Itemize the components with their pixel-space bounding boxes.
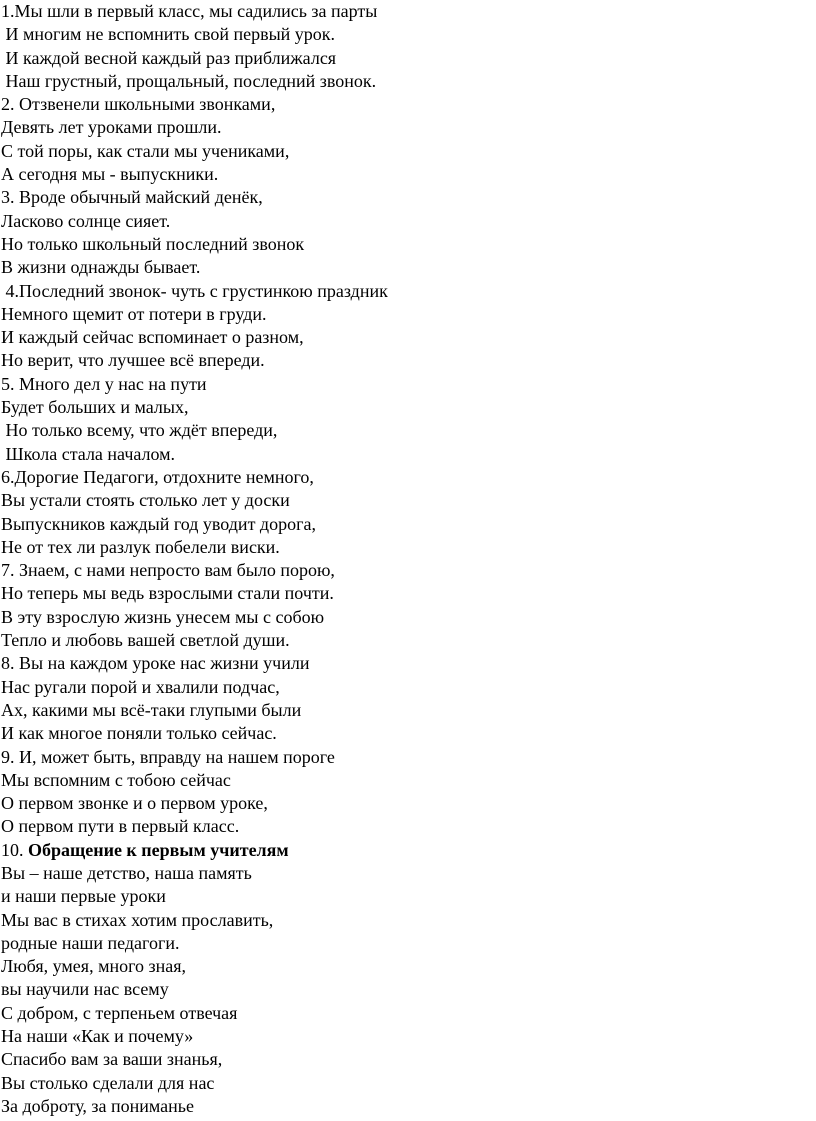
text-line: 6.Дорогие Педагоги, отдохните немного, [1, 466, 314, 487]
section-10-number: 10. [1, 839, 24, 860]
text-line: С той поры, как стали мы учениками, [1, 140, 290, 161]
text-line: Ах, какими мы всё-таки глупыми были [1, 699, 302, 720]
text-line: и наши первые уроки [1, 886, 166, 907]
text-line: Но теперь мы ведь взрослыми стали почти. [1, 583, 334, 604]
text-line: родные наши педагоги. [1, 932, 180, 953]
text-line: В жизни однажды бывает. [1, 257, 201, 278]
text-line: 3. Вроде обычный майский денёк, [1, 187, 263, 208]
text-line: В эту взрослую жизнь унесем мы с собою [1, 606, 325, 627]
text-line: Немного щемит от потери в груди. [1, 303, 267, 324]
text-line: Но верит, что лучшее всё впереди. [1, 350, 265, 371]
text-line: Вы устали стоять столько лет у доски [1, 490, 290, 511]
text-line: О первом звонке и о первом уроке, [1, 793, 268, 814]
text-line: Наш грустный, прощальный, последний звонок. [1, 70, 377, 91]
text-line: 7. Знаем, с нами непросто вам было порою, [1, 560, 335, 581]
text-line: Тепло и любовь вашей светлой души. [1, 630, 290, 651]
text-line: 5. Много дел у нас на пути [1, 373, 207, 394]
text-line: С добром, с терпеньем отвечая [1, 1002, 238, 1023]
text-line: 4.Последний звонок- чуть с грустинкою праздник [1, 280, 388, 301]
text-line: О первом пути в первый класс. [1, 816, 240, 837]
text-line: Вы – наше детство, наша память [1, 862, 252, 883]
text-line: Спасибо вам за ваши знанья, [1, 1049, 223, 1070]
section-10-heading: Обращение к первым учителям [28, 839, 289, 860]
text-line: вы научили нас всему [1, 979, 169, 1000]
text-line: За доброту, за пониманье [1, 1095, 194, 1116]
text-line: Но только школьный последний звонок [1, 233, 305, 254]
text-line: Мы вас в стихах хотим прославить, [1, 909, 274, 930]
text-line: Вы столько сделали для нас [1, 1072, 215, 1093]
text-line: Нас ругали порой и хвалили подчас, [1, 676, 280, 697]
text-line: Будет больших и малых, [1, 397, 189, 418]
text-line: 8. Вы на каждом уроке нас жизни учили [1, 653, 310, 674]
section-10-line [1, 839, 816, 862]
text-line: Любя, умея, много зная, [1, 956, 187, 977]
text-line: 2. Отзвенели школьными звонками, [1, 94, 276, 115]
text-line: 1.Мы шли в первый класс, мы садились за парты [1, 1, 378, 21]
text-line: И как многое поняли только сейчас. [1, 723, 277, 744]
poem-lines-after [1, 862, 816, 1118]
text-line: 9. И, может быть, вправду на нашем пороге [1, 746, 335, 767]
text-line: Мы вспомним с тобою сейчас [1, 769, 231, 790]
text-line: Ласково солнце сияет. [1, 210, 171, 231]
poem-lines [1, 0, 816, 839]
text-line: Но только всему, что ждёт впереди, [1, 420, 278, 441]
text-line: А сегодня мы - выпускники. [1, 164, 219, 185]
text-line: И каждый сейчас вспоминает о разном, [1, 327, 304, 348]
text-line: Школа стала началом. [1, 443, 176, 464]
text-line: И многим не вспомнить свой первый урок. [1, 24, 336, 45]
text-line: Девять лет уроками прошли. [1, 117, 222, 138]
text-line: Не от тех ли разлук побелели виски. [1, 536, 280, 557]
text-line: И каждой весной каждый раз приближался [1, 47, 337, 68]
text-line: На наши «Как и почему» [1, 1026, 194, 1047]
text-line: Выпускников каждый год уводит дорога, [1, 513, 316, 534]
